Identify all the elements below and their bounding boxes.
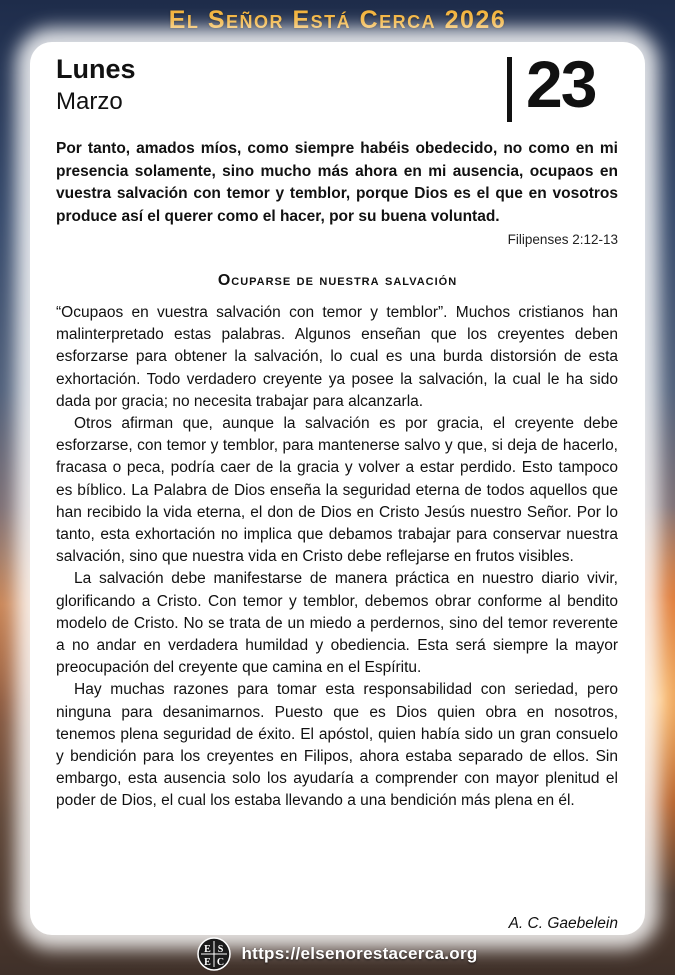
footer <box>0 937 675 971</box>
eseclogo-icon <box>197 937 231 971</box>
website-link[interactable]: https://elsenorestacerca.org <box>241 944 478 963</box>
paragraph: La salvación debe manifestarse de manera práctica en nuestro diario vivir, glorificando a Cristo. Con temor y temblor, debemos obrar conforme al bendito modelo de Cristo. No se trata de un miedo a perdernos, sino del temor reverente a no andar en verdadera humildad y obediencia. Esta será siempre la mayor preocupación del creyente que camina en el Espíritu. <box>56 570 618 677</box>
devotional-title: Ocuparse de nuestra salvación <box>217 272 458 289</box>
publication-title: El Señor Está Cerca 2026 <box>168 6 507 34</box>
paragraph: “Ocupaos en vuestra salvación con temor y temblor”. Muchos cristianos han malinterpretado estas palabras. Algunos enseñan que los creyentes deben esforzarse para obtener la salvación, lo cual es una burda distorsión de esta exhortación. Todo verdadero creyente ya posee la salvación, la cual le ha sido dada por gracia; no necesita trabajar para alcanzarla. <box>56 304 618 410</box>
day-number: 23 <box>526 47 596 121</box>
author: A. C. Gaebelein <box>508 915 618 932</box>
month: Marzo <box>56 88 123 115</box>
logo-letter: C <box>217 957 225 968</box>
logo-letter: E <box>204 957 212 968</box>
logo-letter: S <box>218 944 224 955</box>
paragraph: Hay muchas razones para tomar esta responsabilidad con seriedad, pero ninguna para desanimarnos. Puesto que es Dios quien obra en nosotros, tenemos plena seguridad de éxito. El apóstol, quien había sido un gran consuelo y bendición para los creyentes en Filipos, ahora estaba separado de ellos. Sin embargo, esta ausencia solo los ayudaría a comprender con mayor plenitud el poder de Dios, el cual los estaba llevando a una bendición más plena en él. <box>56 681 618 810</box>
date-divider <box>507 57 512 122</box>
devotional-page <box>30 42 645 935</box>
verse-reference: Filipenses 2:12-13 <box>507 232 618 247</box>
devotional-body <box>56 302 618 813</box>
key-verse: Por tanto, amados míos, como siempre habéis obedecido, no como en mi presencia solamente, sino mucho más ahora en mi ausencia, ocupaos en vuestra salvación con temor y temblor, porque Dios es el que en vosotros produce así el querer como el hacer, por su buena voluntad. <box>56 140 618 225</box>
logo-letter: E <box>204 944 212 955</box>
weekday: Lunes <box>56 54 136 84</box>
paragraph: Otros afirman que, aunque la salvación es por gracia, el creyente debe esforzarse, con temor y temblor, para mantenerse salvo y que, si deja de hacerlo, fracasa o peca, podría caer de la gracia y volver a estar perdido. Esto tampoco es bíblico. La Palabra de Dios enseña la seguridad eterna de todos aquellos que han recibido la vida eterna, el don de Dios en Cristo Jesús nuestro Señor. Por lo tanto, esta exhortación no implica que debamos trabajar para conservar nuestra salvación, sino que nuestra vida en Cristo debe reflejarse en frutos visibles. <box>56 415 618 566</box>
